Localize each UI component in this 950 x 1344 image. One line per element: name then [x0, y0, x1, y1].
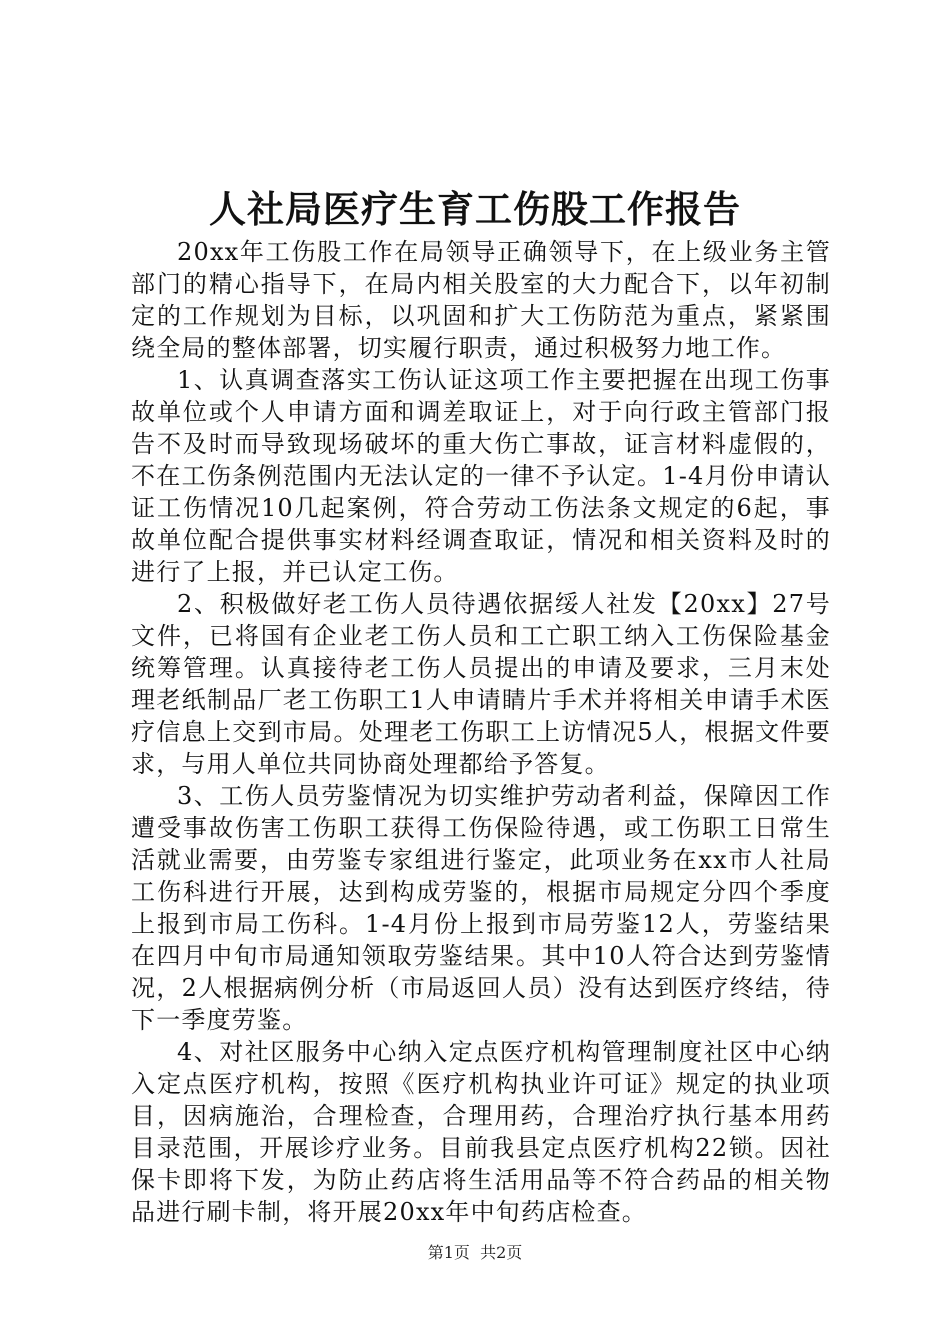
paragraph-item-3: 3、工伤人员劳鉴情况为切实维护劳动者利益，保障因工作遭受事故伤害工伤职工获得工伤保险待遇，或工伤职工日常生活就业需要，由劳鉴专家组进行鉴定，此项业务在xx市人社局工伤科进行开展，达到构成劳鉴的，根据市局规定分四个季度上报到市局工伤科。1-4月份上报到市局劳鉴12人，劳鉴结果在四月中旬市局通知领取劳鉴结果。其中10人符合达到劳鉴情况，2人根据病例分析（市局返回人员）没有达到医疗终结，待下一季度劳鉴。 [131, 782, 831, 1034]
footer-separator [470, 1243, 480, 1262]
paragraph-item-2: 2、积极做好老工伤人员待遇依据绥人社发【20xx】27号文件，已将国有企业老工伤人员和工亡职工纳入工伤保险基金统筹管理。认真接待老工伤人员提出的申请及要求，三月末处理老纸制品厂老工伤职工1人申请睛片手术并将相关申请手术医疗信息上交到市局。处理老工伤职工上访情况5人，根据文件要求，与用人单位共同协商处理都给予答复。 [131, 590, 831, 778]
document-title: 人社局医疗生育工伤股工作报告 [209, 187, 741, 231]
paragraph-intro: 20xx年工伤股工作在局领导正确领导下，在上级业务主管部门的精心指导下，在局内相关股室的大力配合下，以年初制定的工作规划为目标，以巩固和扩大工伤防范为重点，紧紧围绕全局的整体部署，切实履行职责，通过积极努力地工作。 [131, 238, 831, 362]
paragraph-item-4: 4、对社区服务中心纳入定点医疗机构管理制度社区中心纳入定点医疗机构，按照《医疗机构执业许可证》规定的执业项目，因病施治，合理检查，合理用药，合理治疗执行基本用药目录范围，开展诊疗业务。目前我县定点医疗机构22锁。因社保卡即将下发，为防止药店将生活用品等不符合药品的相关物品进行刷卡制，将开展20xx年中旬药店检查。 [131, 1038, 831, 1226]
page-number: 第1页 [427, 1243, 470, 1262]
paragraph-item-1: 1、认真调查落实工伤认证这项工作主要把握在出现工伤事故单位或个人申请方面和调差取证上，对于向行政主管部门报告不及时而导致现场破坏的重大伤亡事故，证言材料虚假的，不在工伤条例范围内无法认定的一律不予认定。1-4月份申请认证工伤情况10几起案例，符合劳动工伤法条文规定的6起，事故单位配合提供事实材料经调查取证，情况和相关资料及时的进行了上报，并已认定工伤。 [131, 366, 831, 586]
page-footer [0, 1242, 950, 1264]
document-body [131, 236, 831, 1228]
page-total: 共2页 [480, 1243, 523, 1262]
